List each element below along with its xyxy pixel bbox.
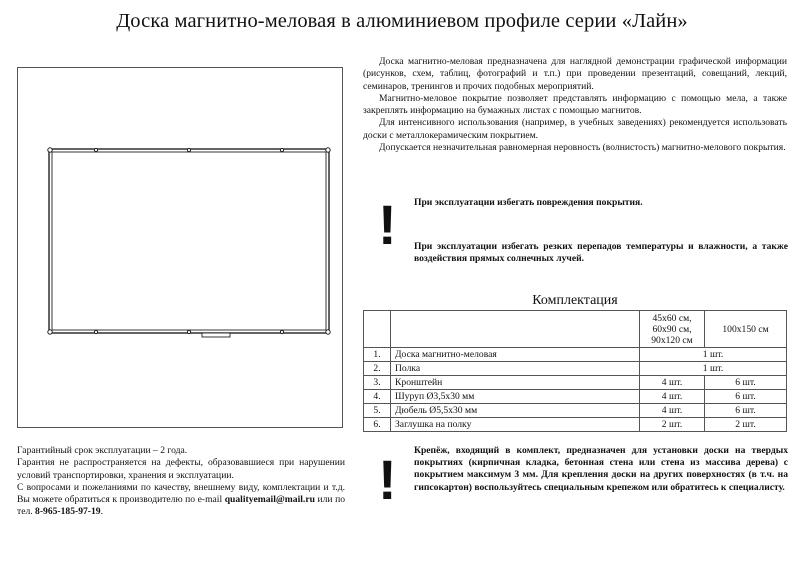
warning-coating: При эксплуатации избегать повреждения покрытия. xyxy=(414,197,643,208)
description-paragraph: Допускается незначительная равномерная неровность (волнистость) магнитно-мелового покрытия. xyxy=(379,142,786,154)
table-row: 6. Заглушка на полку 2 шт. 2 шт. xyxy=(364,418,787,432)
kit-title: Комплектация xyxy=(532,293,618,308)
guarantee-exclusions: Гарантия не распространяется на дефекты, образовавшиеся при нарушении условий транспортировки, хранения и эксплуатации. xyxy=(17,457,345,481)
contact-info: С вопросами и пожеланиями по качеству, внешнему виду, комплектации и т.д. Вы можете обратиться к производителю по e-mail qualityemail@mail.ru или по тел. 8-965-185-97-19. xyxy=(17,481,345,518)
guarantee-info xyxy=(17,445,345,519)
table-row: 3. Кронштейн 4 шт. 6 шт. xyxy=(364,376,787,390)
description-paragraph: Для интенсивного использования (например, в учебных заведениях) рекомендуется использовать доски с металлокерамическим покрытием. xyxy=(363,117,787,141)
exclamation-icon: ! xyxy=(378,448,397,511)
table-header-row xyxy=(364,311,787,348)
warning-mounting: Крепёж, входящий в комплект, предназначен для установки доски на твердых покрытиях (кирпичная кладка, бетонная стена или стена из массива дерева) с покрытием максимум 3 мм. Для крепления доски на других поверхностях (в т.ч. на гипсокартон) воспользуйтесь специальным крепежом или обратитесь к специалисту. xyxy=(414,445,788,493)
page-title: Доска магнитно-меловая в алюминиевом профиле серии «Лайн» xyxy=(116,10,688,32)
table-row: 1. Доска магнитно-меловая 1 шт. xyxy=(364,348,787,362)
table-row: 5. Дюбель Ø5,5х30 мм 4 шт. 6 шт. xyxy=(364,404,787,418)
board-illustration-frame xyxy=(17,67,343,428)
exclamation-icon: ! xyxy=(378,193,397,256)
table-row: 2. Полка 1 шт. xyxy=(364,362,787,376)
phone-number: 8-965-185-97-19 xyxy=(35,506,101,518)
description-paragraph: Доска магнитно-меловая предназначена для наглядной демонстрации графической информации (рисунков, схем, таблиц, фотографий и т.п.) при проведении презентаций, совещаний, лекций, семинаров, тренингов и прочих подобных мероприятий. xyxy=(363,56,787,92)
description xyxy=(363,56,787,154)
guarantee-period: Гарантийный срок эксплуатации – 2 года. xyxy=(17,445,188,456)
size-column-large: 100х150 см xyxy=(705,311,787,348)
email-link[interactable]: qualityemail@mail.ru xyxy=(224,494,315,506)
size-column-small: 45х60 см, 60х90 см, 90х120 см xyxy=(640,311,705,348)
description-paragraph: Магнитно-меловое покрытие позволяет представлять информацию с помощью мела, а также закреплять информацию на бумажных листах с помощью магнитов. xyxy=(363,92,787,117)
kit-table xyxy=(363,310,787,432)
warning-temperature: При эксплуатации избегать резких перепадов температуры и влажности, а также воздействия прямых солнечных лучей. xyxy=(414,241,788,265)
table-row: 4. Шуруп Ø3,5х30 мм 4 шт. 6 шт. xyxy=(364,390,787,404)
whiteboard-illustration xyxy=(18,68,344,429)
